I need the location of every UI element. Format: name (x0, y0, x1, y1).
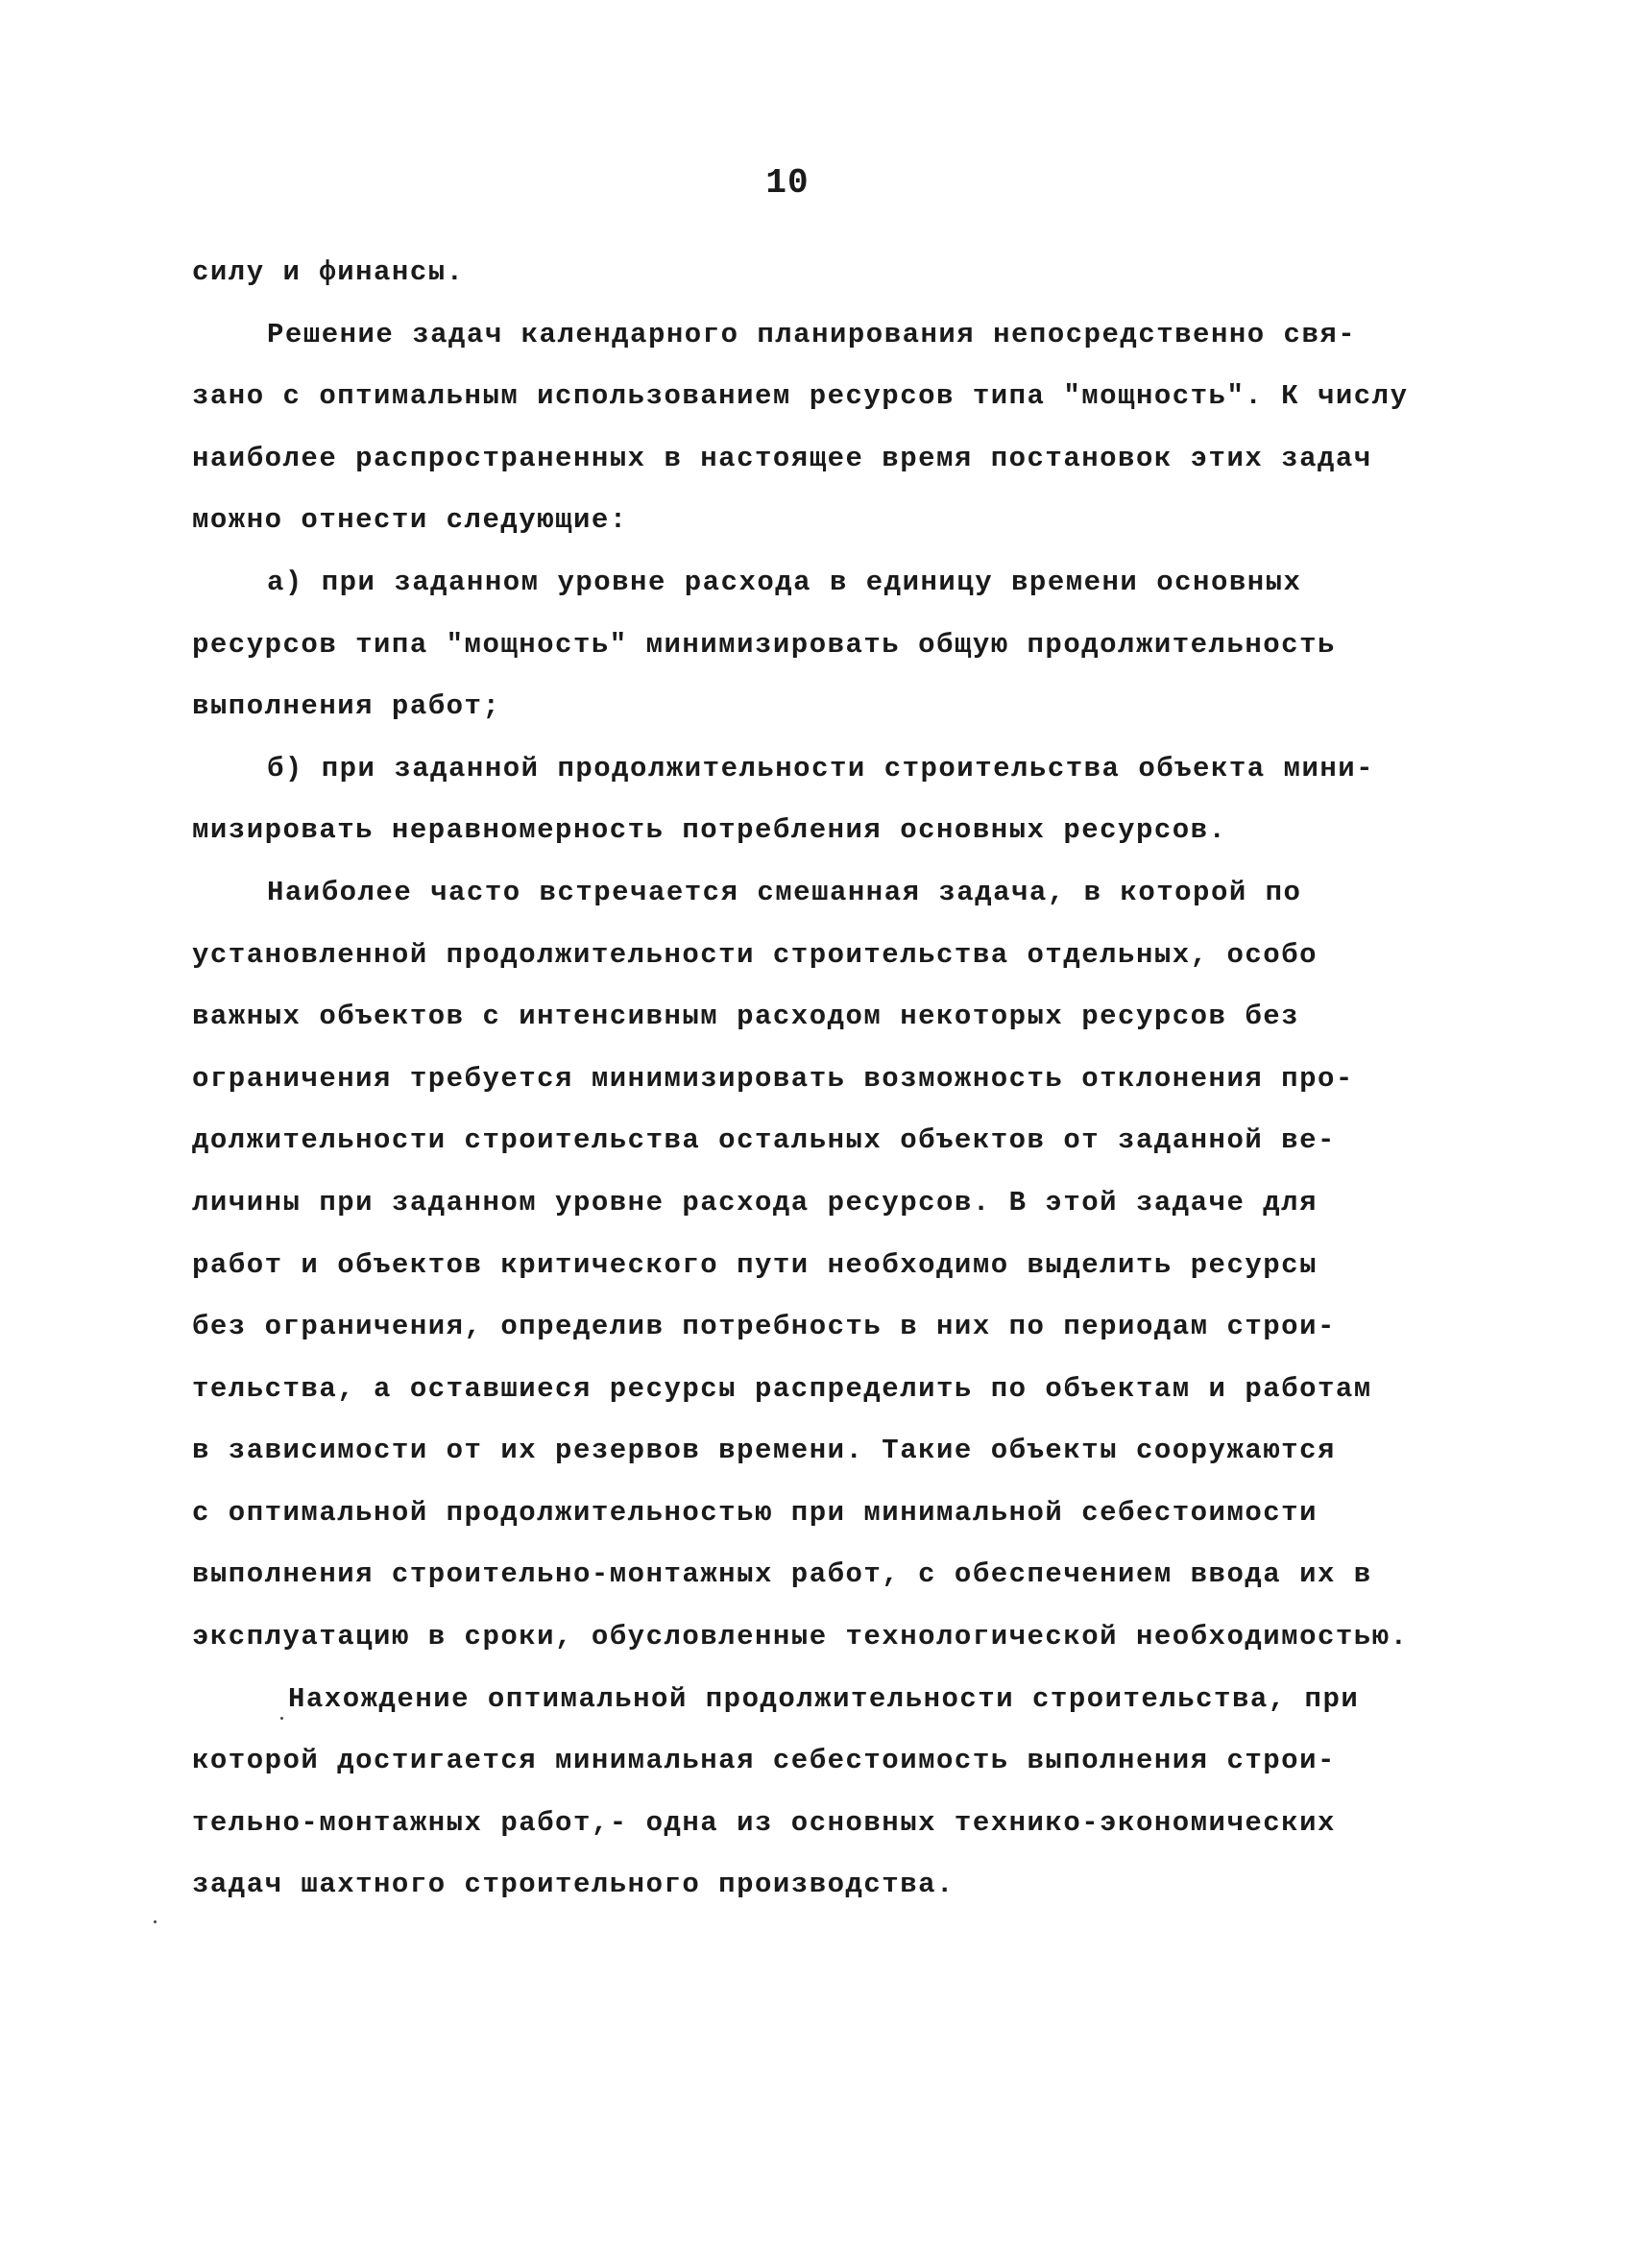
text-line: можно отнести следующие: (192, 504, 628, 537)
text-line: б) при заданной продолжительности строительства объекта мини- (267, 752, 1375, 784)
text-line: выполнения работ; (192, 690, 501, 723)
text-line: работ и объектов критического пути необходимо выделить ресурсы (192, 1248, 1318, 1281)
text-line: должительности строительства остальных объектов от заданной ве- (192, 1124, 1336, 1157)
text-line: важных объектов с интенсивным расходом некоторых ресурсов без (192, 1001, 1300, 1033)
text-line: Решение задач календарного планирования непосредственно свя- (267, 318, 1357, 350)
text-line: а) при заданном уровне расхода в единицу времени основных (267, 566, 1302, 598)
text-line: эксплуатацию в сроки, обусловленные технологической необходимостью. (192, 1621, 1409, 1653)
text-line: мизировать неравномерность потребления основных ресурсов. (192, 814, 1227, 847)
text-line: которой достигается минимальная себестоимость выполнения строи- (192, 1745, 1336, 1777)
text-line: Наиболее часто встречается смешанная задача, в которой по (267, 876, 1302, 908)
body-text (192, 242, 1479, 1917)
text-line: тельно-монтажных работ,- одна из основных технико-экономических (192, 1806, 1336, 1839)
text-line: силу и финансы. (192, 256, 465, 288)
text-line: наиболее распространенных в настоящее время постановок этих задач (192, 442, 1372, 474)
page-number: 10 (765, 163, 810, 203)
text-line: ресурсов типа "мощность" минимизировать общую продолжительность (192, 628, 1336, 661)
text-line: личины при заданном уровне расхода ресурсов. В этой задаче для (192, 1186, 1318, 1218)
text-line: установленной продолжительности строительства отдельных, особо (192, 938, 1318, 971)
text-line: с оптимальной продолжительностью при минимальной себестоимости (192, 1496, 1318, 1529)
text-line: ограничения требуется минимизировать возможность отклонения про- (192, 1062, 1354, 1095)
text-line: Нахождение оптимальной продолжительности строительства, при (288, 1682, 1360, 1715)
text-line: задач шахтного строительного производства. (192, 1869, 955, 1901)
text-line: тельства, а оставшиеся ресурсы распределить по объектам и работам (192, 1372, 1372, 1405)
paper-speck (280, 1717, 283, 1720)
text-line: в зависимости от их резервов времени. Такие объекты сооружаются (192, 1435, 1336, 1467)
text-line: зано с оптимальным использованием ресурсов типа "мощность". К числу (192, 380, 1409, 413)
paper-speck (154, 1920, 157, 1923)
text-line: выполнения строительно-монтажных работ, с обеспечением ввода их в (192, 1558, 1372, 1591)
text-line: без ограничения, определив потребность в них по периодам строи- (192, 1311, 1336, 1343)
